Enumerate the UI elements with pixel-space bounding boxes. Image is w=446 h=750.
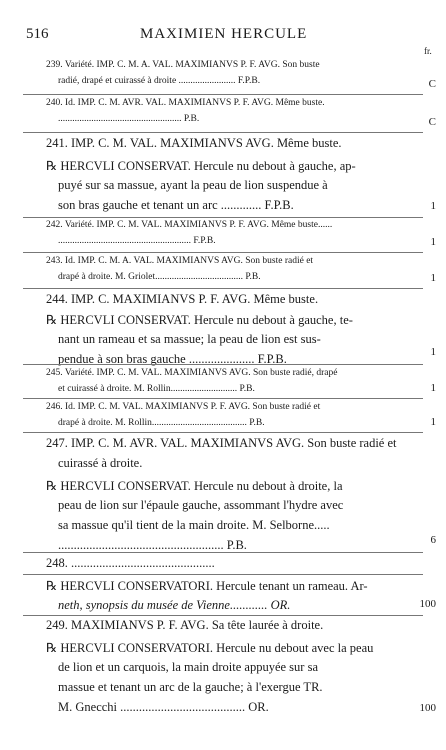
page-number: 516 [26,26,49,42]
entry-line: 241. IMP. C. M. VAL. MAXIMIANVS AVG. Même buste. [46,136,342,150]
entry-line: ℞ HERCVLI CONSERVATORI. Hercule tenant un rameau. Ar- [46,579,368,593]
entry-price: C [428,116,436,128]
entry-price: 1 [430,200,436,212]
entry-line: drapé à droite. M. Griolet..................................... P.B. [58,272,261,282]
entry-line: 246. Id. IMP. C. M. VAL. MAXIMIANVS P. F. AVG. Son buste radié et [46,402,321,412]
entry-line: 249. MAXIMIANVS P. F. AVG. Sa tête laurée à droite. [46,618,324,632]
entry-line: puyé sur sa massue, ayant la peau de lion suspendue à [58,178,328,192]
divider [23,94,423,95]
divider [23,288,423,289]
entry-line: cuirassé à droite. [58,456,143,470]
entry-price: 1 [430,272,436,284]
entry-line: 247. IMP. C. M. AVR. VAL. MAXIMIANVS AVG. Son buste radié et [46,436,397,450]
entry-line: peau de lion sur l'épaule gauche, assommant l'hydre avec [58,498,344,512]
divider [23,432,423,433]
entry-line: 244. IMP. C. MAXIMIANVS P. F. AVG. Même buste. [46,292,319,306]
entry-line: massue et tenant un arc de la gauche; à l'exergue TR. [58,680,323,694]
entry-line: pendue à son bras gauche ..................... F.P.B. [58,352,287,366]
entry-line: 248. .............................................. [46,556,215,570]
entry-price: 1 [430,236,436,248]
entry-line: son bras gauche et tenant un arc ............. F.P.B. [58,198,294,212]
divider [23,574,423,575]
entry-line: 240. Id. IMP. C. M. AVR. VAL. MAXIMIANVS P. F. AVG. Même buste. [46,98,325,108]
entry-line: ..................................................... P.B. [58,538,247,552]
divider [23,615,423,616]
entry-line: radié, drapé et cuirassé à droite ........................ F.P.B. [58,76,261,86]
entry-line: .................................................... P.B. [58,114,200,124]
column-unit: fr. [424,46,432,56]
entry-line: sa massue qu'il tient de la main droite. M. Selborne..... [58,518,330,532]
divider [23,217,423,218]
entry-line: 245. Variété. IMP. C. M. VAL. MAXIMIANVS AVG. Son buste radié, drapé [46,368,338,378]
entry-price: 1 [430,416,436,428]
entry-price: 100 [419,598,436,610]
entry-line: ........................................................ F.P.B. [58,236,216,246]
entry-price: 1 [430,382,436,394]
page-title: MAXIMIEN HERCULE [140,26,308,42]
divider [23,398,423,399]
divider [23,252,423,253]
entry-line: ℞ HERCVLI CONSERVAT. Hercule nu debout à gauche, te- [46,313,353,327]
entry-line: drapé à droite. M. Rollin........................................ P.B. [58,418,265,428]
entry-line: 243. Id. IMP. C. M. A. VAL. MAXIMIANVS AVG. Son buste radié et [46,256,314,266]
entry-line: ℞ HERCVLI CONSERVAT. Hercule nu debout à gauche, ap- [46,159,356,173]
entry-line: 239. Variété. IMP. C. M. A. VAL. MAXIMIANVS P. F. AVG. Son buste [46,60,320,70]
entry-price: 100 [419,702,436,714]
entry-line: 242. Variété. IMP. C. M. VAL. MAXIMIANVS P. F. AVG. Même buste...... [46,220,333,230]
entry-line: neth, synopsis du musée de Vienne............ OR. [58,598,291,612]
entry-line: M. Gnecchi ........................................ OR. [58,700,269,714]
entry-price: 1 [430,346,436,358]
entry-line: ℞ HERCVLI CONSERVATORI. Hercule nu debout avec la peau [46,641,374,655]
entry-price: 6 [430,534,436,546]
divider [23,132,423,133]
entry-price: C [428,78,436,90]
divider [23,552,423,553]
entry-line: et cuirassé à droite. M. Rollin............................ P.B. [58,384,255,394]
entry-line: de lion et un carquois, la main droite appuyée sur sa [58,660,318,674]
entry-line: nant un rameau et sa massue; la peau de lion est sus- [58,332,321,346]
divider [23,364,423,365]
entry-line: ℞ HERCVLI CONSERVAT. Hercule nu debout à droite, la [46,479,343,493]
